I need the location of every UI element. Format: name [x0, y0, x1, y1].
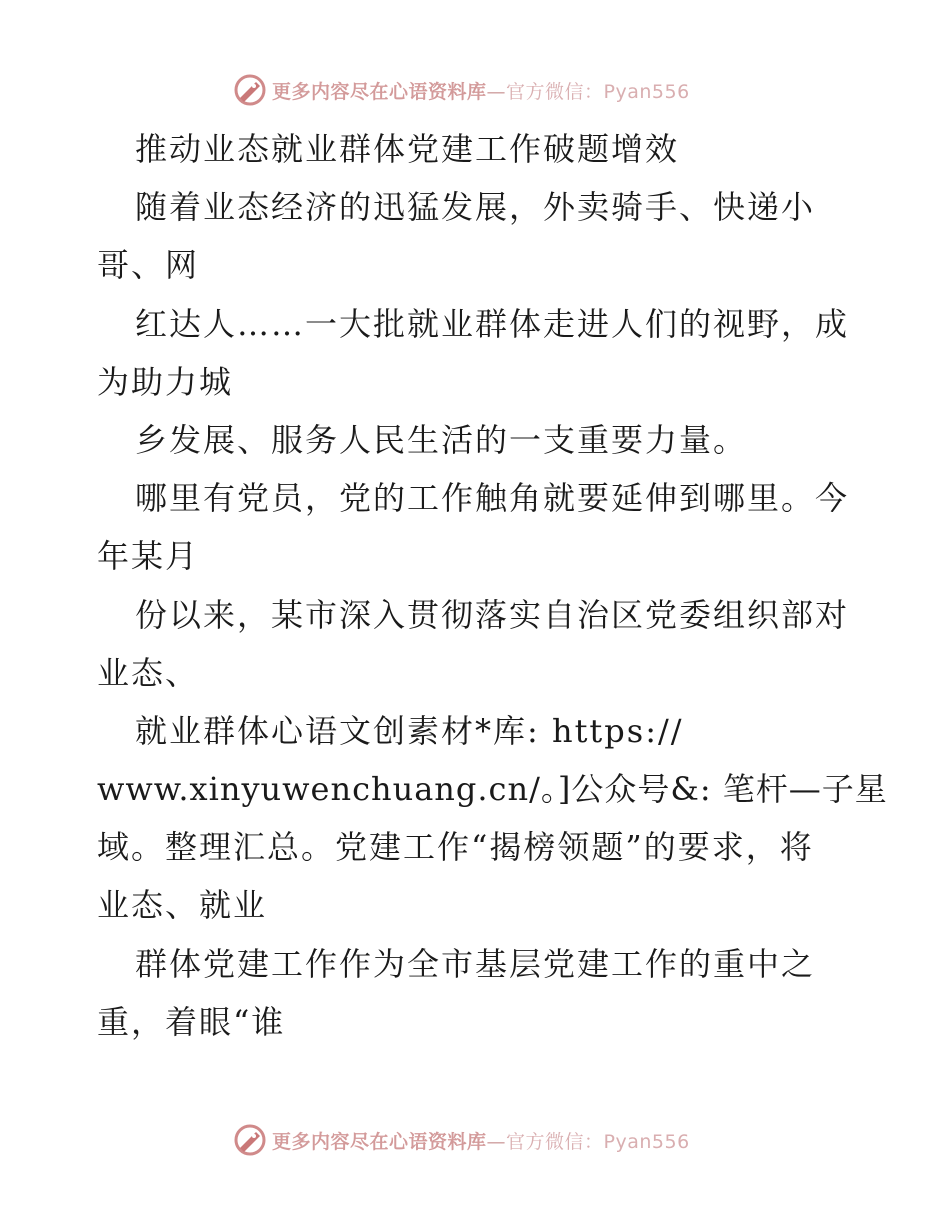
paragraph-line: 乡发展、服务人民生活的一支重要力量。 — [135, 420, 748, 459]
paragraph-line: 哪里有党员，党的工作触角就要延伸到哪里。今 — [135, 479, 850, 518]
paragraph-line: 份以来，某市深入贯彻落实自治区党委组织部对 — [135, 595, 850, 634]
watermark-lead: 更多内容尽在心语资料库 — [272, 1130, 487, 1153]
paragraph-line: 业态、就业 — [97, 886, 268, 925]
document-title: 推动业态就业群体党建工作破题增效 — [135, 130, 680, 168]
watermark-dash: — — [486, 1130, 507, 1153]
paragraph-line: www.xinyuwenchuang.cn/。]公众号&: 笔杆—子星 — [97, 770, 888, 809]
watermark-dash: — — [486, 80, 507, 103]
paragraph-line: 哥、网 — [97, 246, 200, 285]
watermark-text — [272, 1127, 690, 1154]
watermark-contact: 官方微信：Pyan556 — [506, 80, 690, 103]
paragraph-line: 重，着眼“谁 — [97, 1002, 286, 1041]
paragraph-line: 为助力城 — [97, 362, 234, 401]
paragraph-line: 随着业态经济的迅猛发展，外卖骑手、快递小 — [135, 188, 816, 227]
watermark-lead: 更多内容尽在心语资料库 — [272, 80, 487, 103]
paragraph-line: 年某月 — [97, 537, 200, 576]
header-watermark — [232, 70, 752, 110]
paragraph-line: 红达人……一大批就业群体走进人们的视野，成 — [135, 304, 850, 343]
watermark-contact: 官方微信：Pyan556 — [506, 1130, 690, 1153]
paragraph-line: 域。整理汇总。党建工作“揭榜领题”的要求，将 — [97, 828, 814, 867]
footer-watermark — [232, 1120, 752, 1160]
document-body — [97, 120, 888, 1051]
paragraph-line: 就业群体心语文创素材*库: https:// — [135, 711, 684, 750]
paragraph-line: 业态、 — [97, 653, 200, 692]
pen-nib-logo-icon — [232, 72, 268, 108]
watermark-text — [272, 77, 690, 104]
paragraph-line: 群体党建工作作为全市基层党建工作的重中之 — [135, 944, 816, 983]
pen-nib-logo-icon — [232, 1122, 268, 1158]
